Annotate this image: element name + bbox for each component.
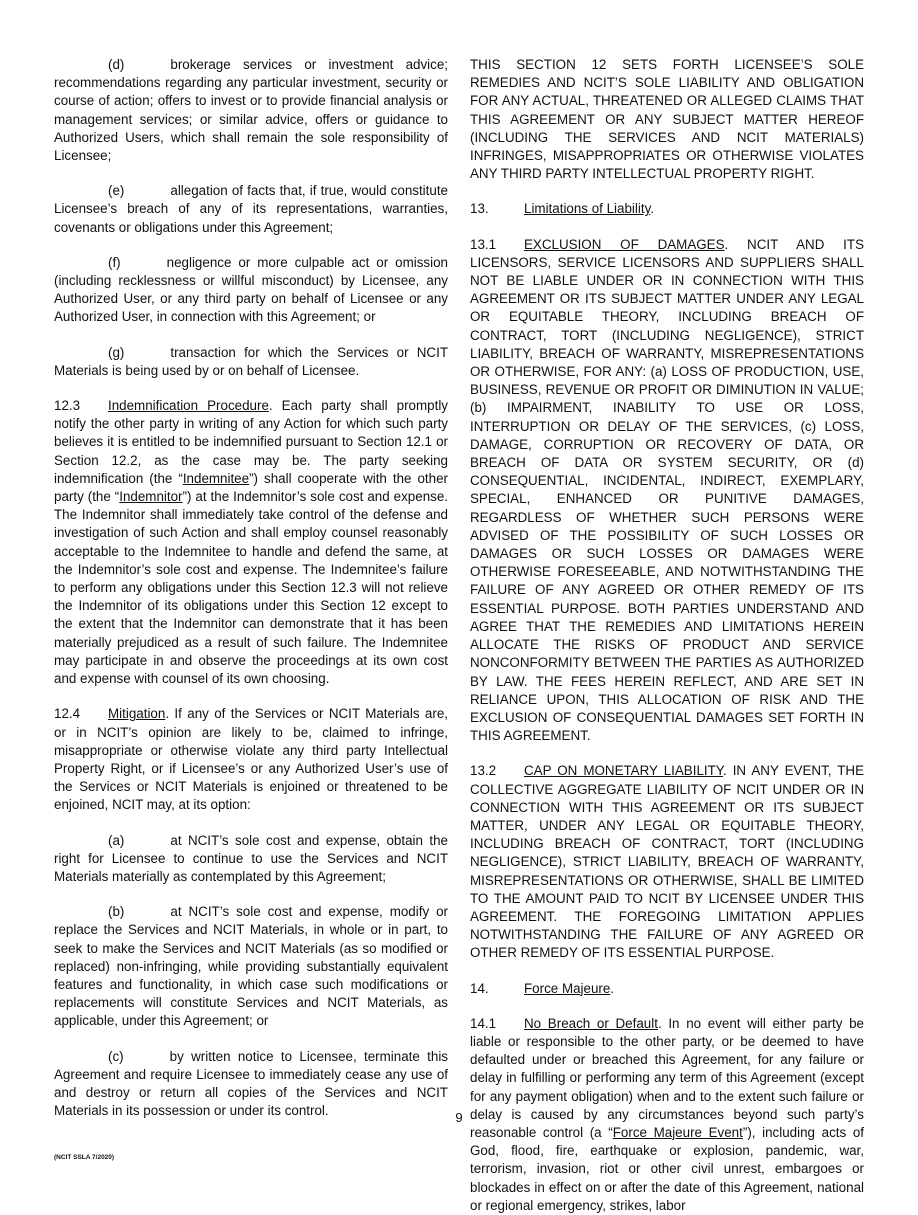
section-title: CAP ON MONETARY LIABILITY: [524, 763, 724, 779]
section-number: 14.: [470, 980, 489, 996]
defined-term: Force Majeure Event: [612, 1124, 743, 1140]
clause-label: (c): [108, 1048, 124, 1064]
section-title: No Breach or Default: [524, 1015, 658, 1031]
section-title: Indemnification Procedure: [108, 398, 269, 414]
clause-text: by written notice to Licensee, terminate this Agreement and require Licensee to immediately cease any use of and destroy or return all copies of the Services and NCIT Materials in its possession or under its control.: [54, 1048, 448, 1119]
document-code: (NCIT SSLA 7/2020): [54, 1154, 115, 1161]
page-number: 9: [455, 1110, 463, 1125]
section-number: 13.1: [470, 236, 497, 252]
clause-12-g: [54, 344, 448, 380]
left-column: [54, 56, 448, 1137]
defined-term: Indemnitor: [119, 489, 183, 505]
clause-label: (a): [108, 832, 125, 848]
section-13-1: [470, 236, 864, 746]
clause-label: (e): [108, 183, 125, 199]
clause-12-4-a: [54, 832, 448, 887]
section-12-4: [54, 705, 448, 814]
clause-12-d: [54, 56, 448, 165]
clause-text: negligence or more culpable act or omission (including recklessness or willful misconduct) by Licensee, any Authorized User, or any third party on behalf of Licensee or any Authorized User, in connection with this Agreement; or: [54, 254, 448, 325]
section-punctuation: .: [610, 980, 615, 996]
clause-text: at NCIT’s sole cost and expense, obtain the right for Licensee to continue to use the Services and NCIT Materials materially as contemplated by this Agreement;: [54, 832, 448, 884]
section-number: 14.1: [470, 1015, 497, 1031]
section-text: . Each party shall promptly notify the other party in writing of any Action for which such party believes it is entitled to be indemnified pursuant to Section 12.1 or Section 12.2, as the case may be. The party seeking indemnification (the “: [54, 398, 448, 486]
clause-label: (f): [108, 254, 121, 270]
section-text: . NCIT AND ITS LICENSORS, SERVICE LICENSORS AND SUPPLIERS SHALL NOT BE LIABLE UNDER OR IN CONNECTION WITH THIS AGREEMENT OR ITS SUBJECT MATTER UNDER ANY LEGAL OR EQUITABLE THEORY, INCLUDING BREACH OF CONTRACT, TORT (INCLUDING NEGLIGENCE), STRICT LIABILITY, BREACH OF WARRANTY, MISREPRESENTATIONS OR OTHERWISE, FOR ANY: (a) LOSS OF PRODUCTION, USE, BUSINESS, REVENUE OR PROFIT OR DIMINUTION IN VALUE; (b) IMPAIRMENT, INABILITY TO USE OR LOSS, INTERRUPTION OR DELAY OF THE SERVICES, (c) LOSS, DAMAGE, CORRUPTION OR RECOVERY OF DATA, OR BREACH OF DATA OR SYSTEM SECURITY, OR (d) CONSEQUENTIAL, INCIDENTAL, INDIRECT, EXEMPLARY, SPECIAL, ENHANCED OR PUNITIVE DAMAGES, REGARDLESS OF WHETHER SUCH PERSONS WERE ADVISED OF THE POSSIBILITY OF SUCH LOSSES OR DAMAGES OR SUCH LOSSES OR DAMAGES WERE OTHERWISE FORESEEABLE, AND NOTWITHSTANDING THE FAILURE OF ANY AGREED OR OTHER REMEDY OF ITS ESSENTIAL PURPOSE. BOTH PARTIES UNDERSTAND AND AGREE THAT THE REMEDIES AND LIMITATIONS HEREIN ALLOCATE THE RISKS OF PRODUCT AND SERVICE NONCONFORMITY BETWEEN THE PARTIES AS AUTHORIZED BY LAW. THE FEES HEREIN REFLECT, AND ARE SET IN RELIANCE UPON, THIS ALLOCATION OF RISK AND THE EXCLUSION OF CONSEQUENTIAL DAMAGES SET FORTH IN THIS AGREEMENT.: [470, 236, 865, 744]
section-number: 12.4: [54, 706, 81, 722]
defined-term: Indemnitee: [182, 470, 250, 486]
clause-label: (b): [108, 904, 125, 920]
section-text: ”) shall cooperate with the other party (the “: [54, 470, 448, 505]
section-text: . In no event will either party be liable or responsible to the other party, or be deemed to have defaulted under or breached this Agreement, for any failure or delay in fulfilling or performing any term of this Agreement (except for any payment obligation) when and to the extent such failure or delay is caused by any circumstances beyond such party’s reasonable control (a “: [470, 1015, 865, 1140]
clause-text: brokerage services or investment advice; recommendations regarding any particular investment, security or course of action; offers to invest or to provide financial analysis or management services; or similar advice, offers or guidance to Authorized Users, which shall remain the sole responsibility of Licensee;: [54, 57, 448, 164]
section-number: 12.3: [54, 398, 81, 414]
clause-12-e: [54, 182, 448, 237]
clause-label: (d): [108, 57, 125, 72]
section-text: ”), including acts of God, flood, fire, earthquake or explosion, pandemic, war, terrorism, invasion, riot or other civil unrest, embargoes or blockades in effect on or after the date of this Agreement, national or regional emergency, strikes, labor: [470, 1124, 864, 1213]
clause-text: transaction for which the Services or NCIT Materials is being used by or on behalf of Licensee.: [54, 344, 448, 378]
clause-text: allegation of facts that, if true, would constitute Licensee’s breach of any of its representations, warranties, covenants or obligations under this Agreement;: [54, 183, 448, 235]
right-column: [470, 56, 865, 1213]
section-text: . IN ANY EVENT, THE COLLECTIVE AGGREGATE LIABILITY OF NCIT UNDER OR IN CONNECTION WITH THIS AGREEMENT OR ITS SUBJECT MATTER, UNDER ANY LEGAL OR EQUITABLE THEORY, INCLUDING BREACH OF CONTRACT, TORT (INCLUDING NEGLIGENCE), STRICT LIABILITY, BREACH OF WARRANTY, MISREPRESENTATIONS OR OTHERWISE, SHALL BE LIMITED TO THE AMOUNT PAID TO NCIT BY LICENSEE UNDER THIS AGREEMENT. THE FOREGOING LIMITATION APPLIES NOTWITHSTANDING THE FAILURE OF ANY AGREED OR OTHER REMEDY OF ITS ESSENTIAL PURPOSE.: [470, 763, 864, 961]
section-text: ”) at the Indemnitor’s sole cost and expense. The Indemnitor shall immediately take control of the defense and investigation of such Action and shall employ counsel reasonably acceptable to the Indemnitee to handle and defend the same, at the Indemnitor’s sole cost and expense. The Indemnitee’s failure to perform any obligations under this Section 12.3 will not relieve the Indemnitor of its obligations under this Section 12 except to the extent that the Indemnitor can demonstrate that it has been materially prejudiced as a result of such failure. The Indemnitee may participate in and observe the proceedings at its own cost and expense with counsel of its own choosing.: [54, 489, 448, 687]
section-14-heading: [470, 980, 864, 998]
clause-12-4-b: [54, 903, 448, 1030]
section-title: Mitigation: [108, 706, 166, 722]
section-punctuation: .: [650, 201, 655, 217]
clause-label: (g): [108, 344, 125, 360]
clause-text: at NCIT’s sole cost and expense, modify or replace the Services and NCIT Materials, in whole or in part, to seek to make the Services and NCIT Materials (as so modified or replaced) non-infringing, while providing substantially equivalent features and functionality, in which case such modifications or replacements will constitute Services and NCIT Materials, as applicable, under this Agreement; or: [54, 904, 448, 1029]
section-number: 13.2: [470, 763, 497, 779]
sole-remedy-paragraph: THIS SECTION 12 SETS FORTH LICENSEE’S SOLE REMEDIES AND NCIT’S SOLE LIABILITY AND OBLIGATION FOR ANY ACTUAL, THREATENED OR ALLEGED CLAIMS THAT THIS AGREEMENT OR ANY SUBJECT MATTER HEREOF (INCLUDING THE SERVICES AND NCIT MATERIALS) INFRINGES, MISAPPROPRIATES OR OTHERWISE VIOLATES ANY THIRD PARTY INTELLECTUAL PROPERTY RIGHT.: [470, 57, 864, 182]
section-text: . If any of the Services or NCIT Materials are, or in NCIT’s opinion are likely to be, claimed to infringe, misappropriate or otherwise violate any third party Intellectual Property Right, or if Licensee’s or any Authorized User’s use of the Services or NCIT Materials is enjoined or threatened to be enjoined, NCIT may, at its option:: [54, 706, 448, 813]
section-title: Limitations of Liability: [524, 201, 651, 217]
section-title: Force Majeure: [524, 980, 611, 996]
section-number: 13.: [470, 201, 489, 217]
section-13-heading: [470, 200, 864, 218]
clause-12-f: [54, 254, 448, 327]
section-title: EXCLUSION OF DAMAGES: [524, 236, 725, 252]
section-12-3: [54, 397, 448, 688]
section-13-2: [470, 762, 864, 962]
